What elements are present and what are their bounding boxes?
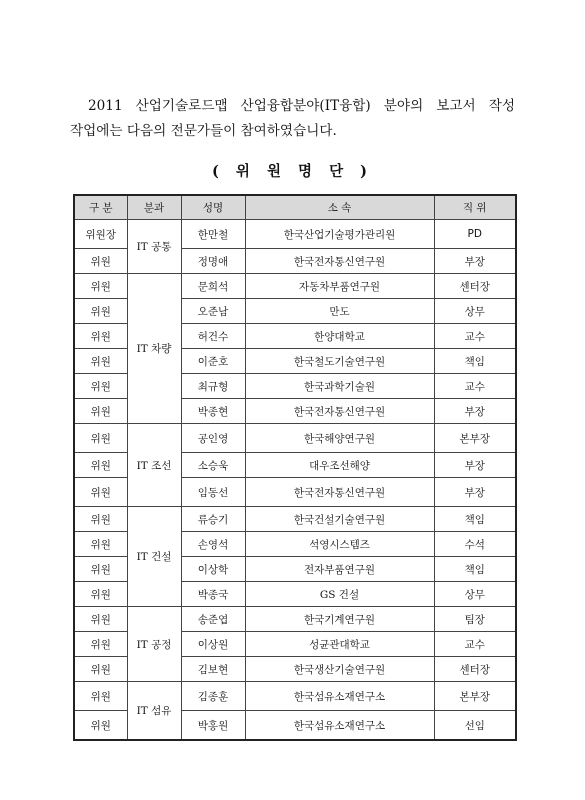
table-row [74,220,516,249]
intro-paragraph [70,94,515,144]
affiliation-cell: 한국건설기술연구원 [245,507,434,532]
position-cell: 부장 [434,399,516,424]
affiliation-cell: 한국전자통신연구원 [245,249,434,274]
affiliation-cell: 한국기계연구원 [245,607,434,632]
table-body [74,220,516,741]
name-cell: 손영석 [181,532,245,557]
intro-line-1: 2011 산업기술로드맵 산업융합분야(IT융합) 분야의 보고서 작성 [88,98,515,114]
division-cell: IT 차량 [127,274,181,424]
role-cell: 위원 [74,711,127,741]
committee-roster-table [73,194,517,741]
name-cell: 김종훈 [181,682,245,711]
name-cell: 박종현 [181,399,245,424]
affiliation-cell: 한국섬유소재연구소 [245,682,434,711]
position-cell: 부장 [434,478,516,507]
affiliation-cell: GS 건설 [245,582,434,607]
roster-title: ( 위 원 명 단 ) [212,163,373,180]
position-cell: 선임 [434,711,516,741]
role-cell: 위원 [74,399,127,424]
division-cell: IT 섬유 [127,682,181,741]
header-position: 직 위 [434,195,516,220]
header-category: 구 분 [74,195,127,220]
position-cell: 책임 [434,349,516,374]
position-cell: 교수 [434,374,516,399]
name-cell: 박종국 [181,582,245,607]
role-cell: 위원 [74,682,127,711]
table-row [74,507,516,532]
name-cell: 이준호 [181,349,245,374]
header-affiliation: 소 속 [245,195,434,220]
role-cell: 위원 [74,374,127,399]
affiliation-cell: 성균관대학교 [245,632,434,657]
position-cell: PD [434,220,516,249]
table-row [74,424,516,453]
position-cell: 본부장 [434,424,516,453]
name-cell: 공인영 [181,424,245,453]
position-cell: 센터장 [434,274,516,299]
name-cell: 오준남 [181,299,245,324]
affiliation-cell: 대우조선해양 [245,453,434,478]
position-cell: 상무 [434,299,516,324]
role-cell: 위원 [74,657,127,682]
name-cell: 이상학 [181,557,245,582]
intro-line-2: 작업에는 다음의 전문가들이 참여하였습니다. [70,123,337,139]
role-cell: 위원 [74,424,127,453]
role-cell: 위원 [74,632,127,657]
division-cell: IT 공통 [127,220,181,274]
role-cell: 위원 [74,453,127,478]
position-cell: 교수 [434,324,516,349]
name-cell: 김보현 [181,657,245,682]
role-cell: 위원 [74,349,127,374]
position-cell: 수석 [434,532,516,557]
affiliation-cell: 한국생산기술연구원 [245,657,434,682]
role-cell: 위원 [74,557,127,582]
affiliation-cell: 전자부품연구원 [245,557,434,582]
affiliation-cell: 만도 [245,299,434,324]
name-cell: 한만철 [181,220,245,249]
position-cell: 교수 [434,632,516,657]
role-cell: 위원 [74,582,127,607]
affiliation-cell: 한국산업기술평가관리원 [245,220,434,249]
name-cell: 허건수 [181,324,245,349]
role-cell: 위원 [74,274,127,299]
affiliation-cell: 한양대학교 [245,324,434,349]
name-cell: 최규형 [181,374,245,399]
name-cell: 문희석 [181,274,245,299]
affiliation-cell: 한국과학기술원 [245,374,434,399]
table-header-row [74,195,516,220]
division-cell: IT 공정 [127,607,181,682]
position-cell: 책임 [434,557,516,582]
role-cell: 위원 [74,478,127,507]
role-cell: 위원 [74,607,127,632]
affiliation-cell: 한국해양연구원 [245,424,434,453]
position-cell: 본부장 [434,682,516,711]
header-division: 분과 [127,195,181,220]
affiliation-cell: 한국전자통신연구원 [245,399,434,424]
name-cell: 임동선 [181,478,245,507]
position-cell: 부장 [434,249,516,274]
name-cell: 소승욱 [181,453,245,478]
division-cell: IT 조선 [127,424,181,507]
role-cell: 위원 [74,324,127,349]
division-cell: IT 건설 [127,507,181,607]
role-cell: 위원 [74,507,127,532]
affiliation-cell: 자동차부품연구원 [245,274,434,299]
name-cell: 이상원 [181,632,245,657]
table-row [74,274,516,299]
role-cell: 위원 [74,299,127,324]
position-cell: 팀장 [434,607,516,632]
role-cell: 위원장 [74,220,127,249]
table-row [74,682,516,711]
affiliation-cell: 한국전자통신연구원 [245,478,434,507]
position-cell: 상무 [434,582,516,607]
name-cell: 정명애 [181,249,245,274]
name-cell: 박홍원 [181,711,245,741]
table-row [74,607,516,632]
affiliation-cell: 한국섬유소재연구소 [245,711,434,741]
position-cell: 부장 [434,453,516,478]
position-cell: 책임 [434,507,516,532]
role-cell: 위원 [74,532,127,557]
name-cell: 송준엽 [181,607,245,632]
role-cell: 위원 [74,249,127,274]
header-name: 성명 [181,195,245,220]
affiliation-cell: 석영시스템즈 [245,532,434,557]
affiliation-cell: 한국철도기술연구원 [245,349,434,374]
name-cell: 류승기 [181,507,245,532]
position-cell: 센터장 [434,657,516,682]
